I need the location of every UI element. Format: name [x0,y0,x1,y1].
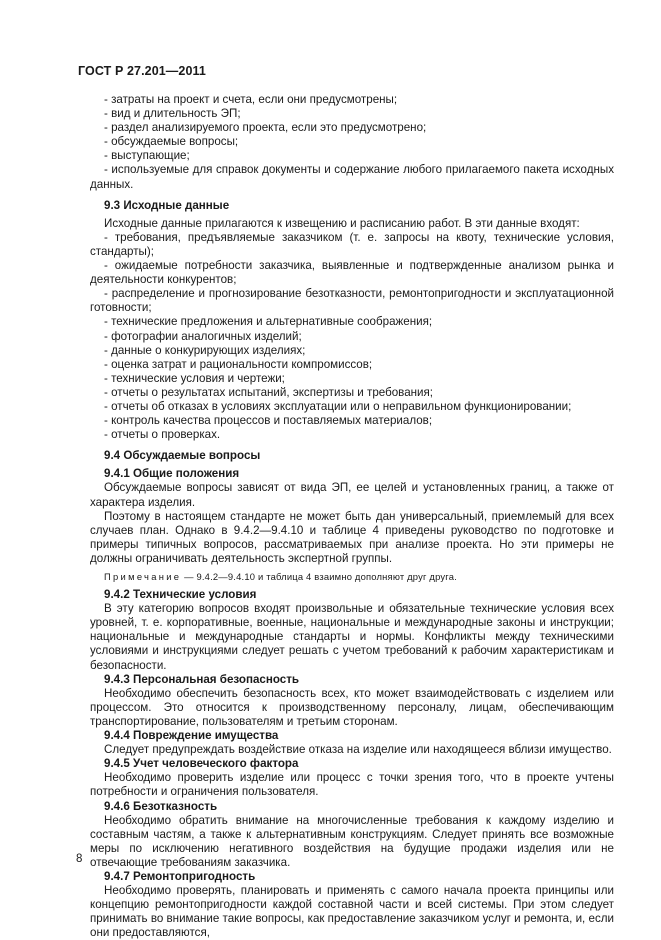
list-item: - выступающие; [104,149,190,163]
section-heading-9-3: 9.3 Исходные данные [104,198,230,212]
section-heading-9-4-1: 9.4.1 Общие положения [104,467,240,481]
paragraph: Необходимо проверить изделие или процесс с точки зрения того, что в проекте учтены потребности и ограничения пользователя. [90,771,614,799]
list-item: - затраты на проект и счета, если они предусмотрены; [104,93,398,106]
page-content [90,93,614,940]
list-item: - оценка затрат и рациональности компромиссов; [104,357,373,371]
list-item: - фотографии аналогичных изделий; [104,329,302,343]
section-heading-9-4-5: 9.4.5 Учет человеческого фактора [104,757,299,771]
list-item: - контроль качества процессов и поставляемых материалов; [104,414,433,428]
paragraph: Необходимо обеспечить безопасность всех, кто может взаимодействовать с изделием или процессом. Это относится к производственному персоналу, лицам, обеспечивающим транспортирование, пользователям и третьим сторонам. [90,686,614,728]
section-heading-9-4: 9.4 Обсуждаемые вопросы [104,449,261,463]
list-item: - отчеты о результатах испытаний, экспертизы и требования; [104,385,434,399]
section-heading-9-4-4: 9.4.4 Повреждение имущества [104,729,279,743]
section-heading-9-4-2: 9.4.2 Технические условия [104,588,257,602]
paragraph: Необходимо проверять, планировать и применять с самого начала проекта принципы или концепцию ремонтопригодности каждой составной части и всей системы. При этом следует принимать во внимание такие вопросы, как предоставление заказчиком услуг и ремонта, и, если они предоставляются, [90,884,614,940]
list-item: - вид и длительность ЭП; [104,107,241,121]
list-item: - технические условия и чертежи; [104,371,285,385]
document-header: ГОСТ Р 27.201—2011 [78,64,206,78]
section-heading-9-4-7: 9.4.7 Ремонтопригодность [104,869,256,883]
section-heading-9-4-6: 9.4.6 Безотказность [104,799,218,813]
list-item: - ожидаемые потребности заказчика, выявленные и подтвержденные анализом рынка и деятельности конкурентов; [90,259,614,287]
list-item: - используемые для справок документы и содержание любого прилагаемого пакета исходных данных. [90,163,614,191]
list-item: - отчеты об отказах в условиях эксплуатации или о неправильном функционировании; [104,399,572,413]
paragraph: Обсуждаемые вопросы зависят от вида ЭП, ее целей и установленных границ, а также от характера изделия. [90,481,614,509]
paragraph: В эту категорию вопросов входят произвольные и обязательные технические условия всех уровней, т. е. корпоративные, военные, национальные и международные законы и инструкции; национальные и международные стандарты и нормы. Конфликты между техническими условиями и инструкциями следует решать с учетом требований к рабочим характеристикам и безопасности. [90,602,614,672]
paragraph: Необходимо обратить внимание на многочисленные требования к каждому изделию и составным частям, а также к альтернативным конструкциям. Следует принять все возможные меры по исключению негативного воздействия на будущие продажи изделия или не отвечающие требованиям заказчика. [90,813,614,869]
page-number: 8 [76,853,83,865]
list-item: - данные о конкурирующих изделиях; [104,343,306,357]
list-item: - требования, предъявляемые заказчиком (т. е. запросы на квоту, технические условия, стандарты); [90,230,614,258]
section-heading-9-4-3: 9.4.3 Персональная безопасность [104,672,300,686]
paragraph: Исходные данные прилагаются к извещению и расписанию работ. В эти данные входят: [104,216,580,230]
list-item: - обсуждаемые вопросы; [104,135,239,149]
note-label: Примечание [104,571,182,582]
paragraph: Следует предупреждать воздействие отказа на изделие или находящееся вблизи имущество. [104,743,612,757]
paragraph: Поэтому в настоящем стандарте не может быть дан универсальный, приемлемый для всех случаев план. Однако в 9.4.2—9.4.10 и таблице 4 приведены руководство по подготовке и примеры типичных вопросов, рассматриваемых при анализе проекта. Но эти примеры не должны ограничивать деятельность экспертной группы. [90,509,614,565]
list-item: - технические предложения и альтернативные соображения; [104,315,433,329]
list-item: - раздел анализируемого проекта, если это предусмотрено; [104,121,427,135]
note [90,570,614,584]
list-item: - отчеты о проверках. [104,428,221,442]
note-text: — 9.4.2—9.4.10 и таблица 4 взаимно дополняют друг друга. [184,571,457,582]
list-item: - распределение и прогнозирование безотказности, ремонтопригодности и эксплуатационной готовности; [90,287,614,315]
